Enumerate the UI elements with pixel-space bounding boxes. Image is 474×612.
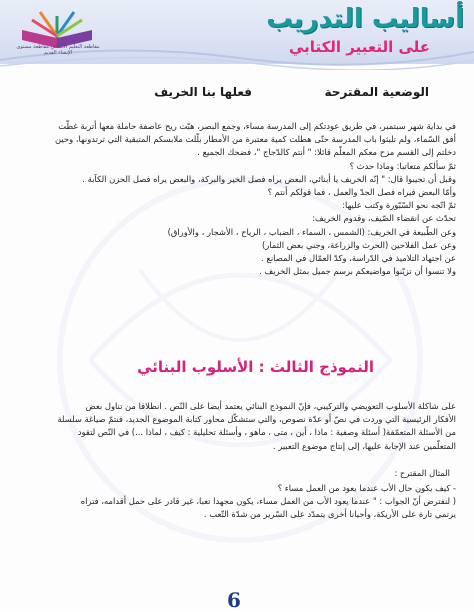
text-line: ثمّ اتّجه نحو السّبّورة وكتب عليها: — [342, 200, 456, 211]
text-line: عن اجتهاد التلاميذ في الدّراسة، وكدّ العمّال في المصانع . — [261, 253, 456, 264]
heading-proposed-situation: الوضعية المقترحة — [324, 85, 429, 99]
page-number: 6 — [227, 588, 241, 612]
text-line: وأمّا البعض فيراه فصل الجدّ والعمل ، فما قولكم أنتم ؟ — [267, 187, 456, 198]
text-line: أفق السّماء، ولم تلبثوا باب المدرسة حتّى هطلت كمية معتبرة من الأمطار بلّلت ملابسكم المتبقية التي ترتدونها، وحين — [55, 134, 456, 145]
text-line: ولا تنسوا أن تزيّنوا مواضيعكم برسم جميل بمثل الخريف . — [259, 266, 456, 277]
text-line: من الأسئلة المتعمّقة( أسئلة وصفية : ماذا ، أين ، متى ، ماهو ، وأسئلة تحليلية : كيف ، لماذا ...) في النّص لتقود — [77, 427, 456, 438]
text-line: وقبل أن تجيبوا قال: " إنّه الخريف يا أبنائي، البعض يراه فصل الخير والبركة، والبعض يراه فصل الحزن الكآبة . — [82, 173, 456, 184]
text-line: يرتمي تارة على الأريكة، وأحيانا أخرى يتمدّد على السّرير من شدّة التّعب . — [203, 509, 456, 520]
text-line: في بداية شهر سبتمبر، في طريق عودتكم إلى المدرسة مساء، وجمع البصر، هبّت ريح عاصفة حاملة معها أتربة غطّت — [58, 121, 456, 131]
page-subtitle: على التعبير الكتابي — [289, 38, 430, 56]
text-line: وعن عمل الفلاحين (الحرث والزراعة، وجني بعض الثمار) — [261, 239, 456, 250]
text-line: وعن الطّبيعة في الخريف: (الشمس ، السماء ، الضباب ، الرياح ، الأشجار ، والأوراق) — [167, 226, 456, 237]
page-title: أساليب التدريب — [266, 4, 464, 34]
text-line: ثمّ سألكم متعاتبا: وماذا حدث ؟ — [349, 160, 456, 171]
text-line: على شاكلة الأسلوب التعويضي والتركيبي، فإنّ النموذج البنائي يعتمد أيضا على النّص . انطلاقا من تناول بعض — [85, 401, 456, 411]
text-line: - كيف يكون حال الأب عندما يعود من العمل مساء ؟ — [277, 483, 456, 493]
heading-autumn-title: فعلها بنا الخريف — [154, 85, 252, 99]
constructive-method-paragraph — [16, 400, 456, 453]
text-line: المتعلّمين عند الإجابة عليها، إلى إنتاج موضوع التعبير . — [272, 440, 456, 451]
example-title: المثال المقترح : — [394, 468, 450, 478]
situation-paragraph — [16, 120, 456, 278]
model-three-title: النموذج الثالث : الأسلوب البنائي — [137, 358, 374, 376]
example-paragraph — [16, 482, 456, 522]
text-line: ( لنفترض أنّ الجواب : " عندما يعود الأب من العمل مساء، يكون مجهدا تعبا، غير قادر على حمل أقدامه، فتراه — [80, 496, 456, 507]
text-line: تحدّث عن انقضاء الصّيف، وقدوم الخريف: — [312, 213, 456, 224]
logo-caption: مقاطعة التعليم الابتدائي مقاطعة مستوى الإنشاء القديم — [16, 44, 100, 56]
text-line: الأفكار الرئيسية التي وردت في نصّ أو عدّة نصوص، والتي ستشكّل محاور كتابة الموضوع الجديد، فنتمّ صياغة سلسلة — [57, 414, 456, 425]
text-line: دخلتم إلى القسم مزح معكم المعلّم قائلا: " أنتم كالدّجاج "، فضحك الجميع . — [197, 147, 456, 158]
section-headings — [0, 85, 474, 105]
